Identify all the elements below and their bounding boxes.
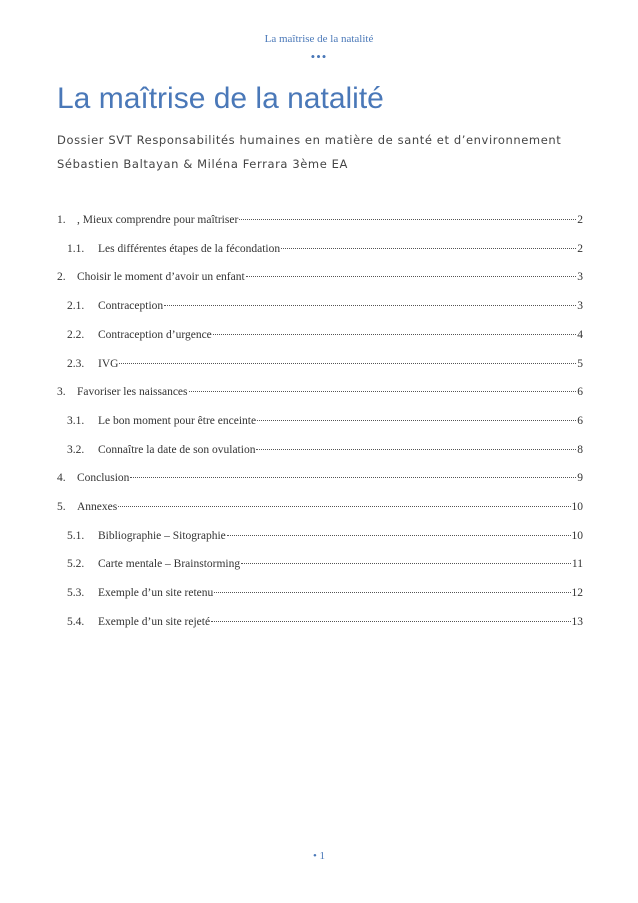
toc-dot-leader — [257, 420, 576, 421]
toc-entry-title: Choisir le moment d’avoir un enfant — [77, 271, 245, 283]
running-header: La maîtrise de la natalité — [264, 33, 374, 45]
toc-entry[interactable] — [57, 472, 583, 488]
toc-entry-title: Exemple d’un site rejeté — [98, 616, 211, 628]
header-ornament: ••• — [310, 49, 328, 64]
toc-dot-leader — [164, 305, 576, 306]
toc-entry[interactable] — [67, 329, 583, 345]
document-title: La maîtrise de la natalité — [57, 82, 384, 115]
toc-entry[interactable] — [57, 271, 583, 287]
toc-entry-number: 5. — [57, 501, 66, 513]
toc-entry-title: Carte mentale – Brainstorming — [98, 558, 241, 570]
toc-entry[interactable] — [57, 386, 583, 402]
toc-entry-number: 5.3. — [67, 587, 85, 599]
toc-entry-number: 1. — [57, 214, 66, 226]
toc-entry-title: IVG — [98, 358, 119, 370]
toc-entry[interactable] — [67, 358, 583, 374]
toc-dot-leader — [281, 248, 576, 249]
toc-entry-page: 3 — [577, 271, 583, 283]
toc-entry[interactable] — [67, 243, 583, 259]
toc-dot-leader — [241, 563, 571, 564]
toc-dot-leader — [211, 621, 570, 622]
toc-entry-number: 1.1. — [67, 243, 85, 255]
toc-entry[interactable] — [67, 530, 583, 546]
toc-entry-page: 12 — [571, 587, 583, 599]
document-authors: Sébastien Baltayan & Miléna Ferrara 3ème EA — [57, 157, 348, 171]
toc-entry[interactable] — [67, 558, 583, 574]
toc-entry-number: 3.1. — [67, 415, 85, 427]
toc-dot-leader — [239, 219, 576, 220]
toc-entry-number: 3. — [57, 386, 66, 398]
toc-entry-number: 3.2. — [67, 444, 85, 456]
page-number: • 1 — [312, 850, 326, 862]
toc-entry-title: Connaître la date de son ovulation — [98, 444, 256, 456]
toc-entry-page: 2 — [577, 243, 583, 255]
toc-entry-page: 13 — [571, 616, 583, 628]
toc-dot-leader — [256, 449, 576, 450]
toc-entry[interactable] — [67, 587, 583, 603]
toc-entry-page: 10 — [571, 530, 583, 542]
toc-entry[interactable] — [67, 616, 583, 632]
toc-entry[interactable] — [67, 300, 583, 316]
toc-entry-title: Conclusion — [77, 472, 130, 484]
toc-entry-page: 3 — [577, 300, 583, 312]
toc-entry-title: Contraception d’urgence — [98, 329, 212, 341]
toc-entry[interactable] — [67, 444, 583, 460]
toc-entry-title: Bibliographie – Sitographie — [98, 530, 226, 542]
toc-dot-leader — [246, 276, 577, 277]
toc-entry-page: 8 — [577, 444, 583, 456]
toc-entry-number: 5.2. — [67, 558, 85, 570]
document-subtitle: Dossier SVT Responsabilités humaines en matière de santé et d’environnement — [57, 133, 562, 147]
toc-entry-title: Contraception — [98, 300, 164, 312]
toc-entry-number: 2.1. — [67, 300, 85, 312]
toc-entry-page: 6 — [577, 415, 583, 427]
toc-entry-title: Annexes — [77, 501, 118, 513]
toc-entry-page: 2 — [577, 214, 583, 226]
toc-entry[interactable] — [57, 501, 583, 517]
toc-entry-page: 5 — [577, 358, 583, 370]
toc-entry-page: 6 — [577, 386, 583, 398]
toc-entry-number: 2.3. — [67, 358, 85, 370]
toc-entry-number: 2.2. — [67, 329, 85, 341]
toc-entry-title: , Mieux comprendre pour maîtriser — [77, 214, 239, 226]
toc-entry-title: Les différentes étapes de la fécondation — [98, 243, 281, 255]
toc-entry-number: 5.1. — [67, 530, 85, 542]
toc-dot-leader — [213, 334, 576, 335]
toc-entry[interactable] — [67, 415, 583, 431]
toc-entry-number: 4. — [57, 472, 66, 484]
toc-dot-leader — [119, 363, 576, 364]
toc-dot-leader — [118, 506, 570, 507]
toc-entry-page: 4 — [577, 329, 583, 341]
toc-entry-page: 10 — [571, 501, 583, 513]
toc-entry-number: 5.4. — [67, 616, 85, 628]
toc-dot-leader — [130, 477, 576, 478]
toc-entry-page: 11 — [571, 558, 583, 570]
toc-entry-title: Favoriser les naissances — [77, 386, 188, 398]
toc-entry[interactable] — [57, 214, 583, 230]
toc-dot-leader — [214, 592, 570, 593]
toc-entry-title: Exemple d’un site retenu — [98, 587, 214, 599]
toc-entry-title: Le bon moment pour être enceinte — [98, 415, 257, 427]
toc-dot-leader — [189, 391, 577, 392]
toc-entry-number: 2. — [57, 271, 66, 283]
toc-entry-page: 9 — [577, 472, 583, 484]
toc-dot-leader — [227, 535, 571, 536]
